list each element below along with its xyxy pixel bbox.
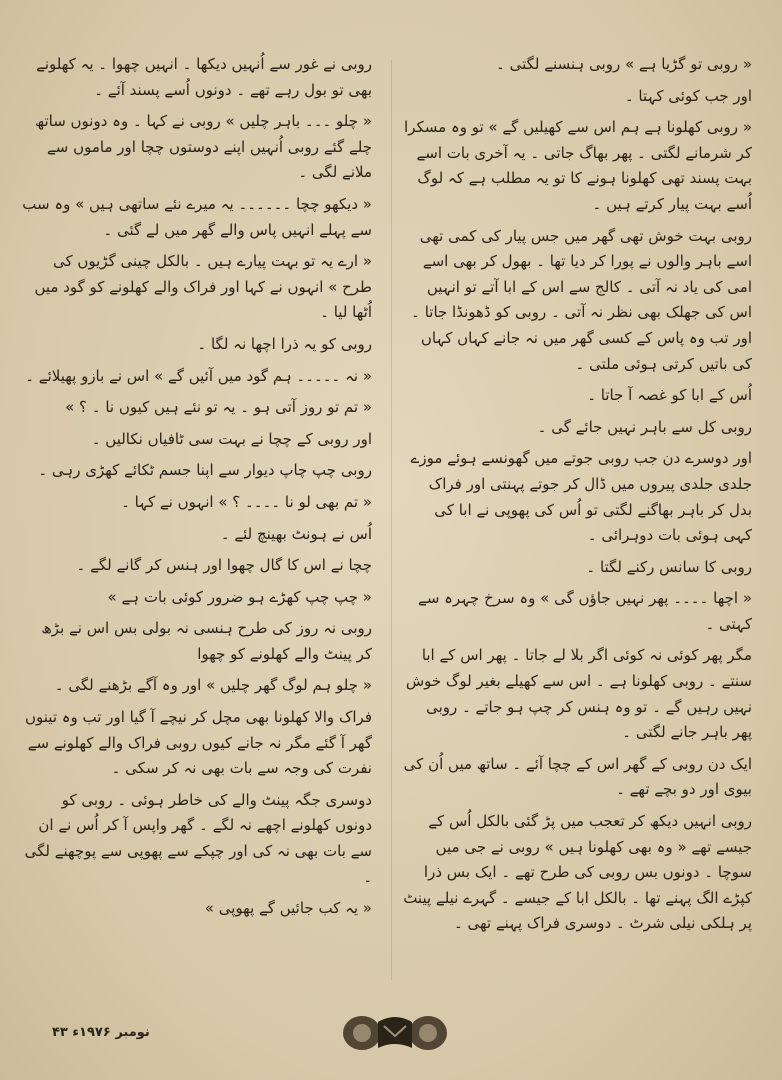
paragraph: روبی کل سے باہر نہیں جائے گی ۔ [537, 417, 752, 436]
paragraph: مگر پھر کوئی نہ کوئی اگر بلا لے جاتا ۔ پھر اس کے ابا سنتے ۔ روبی کھلونا ہے ۔ اس سے کھیلے بغیر لوگ خوش نہیں رہیں گے ۔ تو وہ ہنس کر چپ ہو جاتے ۔ روبی پھر باہر جانے لگتی ۔ [405, 646, 752, 742]
paragraph: « تم تو روز آتی ہو ۔ یہ تو نئے ہیں کیوں نا ۔ ؟ » [65, 398, 372, 417]
paragraph: اور جب کوئی کہتا ۔ [624, 86, 752, 105]
paragraph: « اچھا ۔۔۔۔ پھر نہیں جاؤں گی » وہ سرخ چہرہ سے کہتی ۔ [418, 589, 752, 633]
paragraph: « چپ چپ کھڑے ہو ضرور کوئی بات ہے » [107, 587, 372, 606]
paragraph: فراک والا کھلونا بھی مچل کر نیچے آ گیا اور تب وہ تینوں گھر آ گئے مگر نہ جانے کیوں روبی فراک والے کھلونے سے نفرت کی وجہ سے بات بھی نہ کر سکی ۔ [25, 708, 372, 778]
paragraph: « روبی کھلونا ہے ہم اس سے کھیلیں گے » تو وہ مسکرا کر شرمانے لگتی ۔ پھر بھاگ جاتی ۔ یہ آخری بات اسے بہت پسند تھی کھلونا ہونے کا تو یہ مطلب ہے کہ لوگ اُسے بہت پیار کرتے ہیں ۔ [404, 118, 752, 213]
paragraph: روبی کا سانس رکنے لگتا ۔ [586, 557, 752, 576]
paragraph: « نہ ۔۔۔۔۔ ہم گود میں آئیں گے » اس نے بازو پھیلائے ۔ [25, 366, 372, 385]
right-column [402, 52, 752, 992]
paragraph: چچا نے اس کا گال چھوا اور ہنس کر گانے لگے ۔ [76, 556, 372, 575]
paragraph: « چلو ۔۔۔ باہر چلیں » روبی نے کہا ۔ وہ دونوں ساتھ چلے گئے روبی اُنہیں اپنے دوستوں چچا اور ماموں سے ملانے لگی ۔ [34, 112, 372, 182]
paragraph: اور دوسرے دن جب روبی جوتے میں گھونسے ہوئے موزے جلدی جلدی پیروں میں ڈال کر جوتے پہنتی اور فراک بدل کر باہر بھاگنے لگتی تو اُس کی پھوپی نے ابا کی کہی ہوئی بات دوہرائی ۔ [410, 449, 752, 545]
paragraph: روبی انہیں دیکھ کر تعجب میں پڑ گئی بالکل اُس کے جیسے تھے « وہ بھی کھلونا ہیں » روبی نے جی میں سوچا ۔ دونوں بس روبی کی طرح تھے ۔ ایک بس ذرا کپڑے الگ پہنے تھا ۔ بالکل ابا کے جیسے ۔ گہرے نیلے پینٹ پر ہلکی نیلی شرٹ ۔ دوسری فراک پہنے تھی ۔ [403, 812, 752, 933]
column-divider [391, 60, 392, 980]
paragraph: « روبی تو گڑیا ہے » روبی ہنسنے لگتی ۔ [496, 55, 752, 73]
paragraph: اور روبی کے چچا نے بہت سی ٹافیاں نکالیں ۔ [91, 429, 372, 448]
paragraph: روبی بہت خوش تھی گھر میں جس پیار کی کمی تھی اسے باہر والوں نے پورا کر دیا تھا ۔ بھول کر بھی اسے امی کی یاد نہ آتی ۔ کالج سے اس کے ابا آتے تو انہیں اس کی جھلک بھی نظر نہ آتی ۔ روبی کو ڈھونڈا جاتا ۔ اور تب وہ پاس کے کسی گھر میں نہ جانے کہاں کہاں کی باتیں کرتی ہوئی ملتی ۔ [411, 226, 752, 373]
paragraph: روبی کو یہ ذرا اچھا نہ لگا ۔ [197, 334, 372, 353]
paragraph: ایک دن روبی کے گھر اس کے چچا آئے ۔ ساتھ میں اُن کی بیوی اور دو بچے تھے ۔ [403, 754, 752, 799]
paragraph: « یہ کب جائیں گے پھوپی » [204, 899, 372, 918]
paragraph: روبی نے غور سے اُنہیں دیکھا ۔ انہیں چھوا ۔ یہ کھلونے بھی تو بول رہے تھے ۔ دونوں اُسے پسند آئے ۔ [36, 55, 372, 99]
paragraph: دوسری جگہ پینٹ والے کی خاطر ہوئی ۔ روبی کو دونوں کھلونے اچھے نہ لگے ۔ گھر واپس آ کر اُس نے ان سے بات بھی نہ کی اور چپکے سے پھوپی سے پوچھنے لگی ۔ [24, 790, 372, 886]
page-number: نومبر ۱۹۷۶ء ۴۳ [52, 1025, 150, 1040]
paragraph: اُس کے ابا کو غصہ آ جاتا ۔ [587, 386, 752, 405]
paragraph: « دیکھو چچا ۔۔۔۔۔۔ یہ میرے نئے ساتھی ہیں » وہ سب سے پہلے انہیں پاس والے گھر میں لے گئی ۔ [22, 194, 372, 239]
left-column [22, 52, 372, 992]
ornament-icon [340, 1010, 450, 1056]
paragraph: روبی چپ چاپ دیوار سے اپنا جسم ٹکائے کھڑی رہی ۔ [38, 461, 372, 480]
paragraph: روبی نہ روز کی طرح ہنسی نہ بولی بس اس نے بڑھ کر پینٹ والے کھلونے کو چھوا [41, 619, 372, 663]
paragraph: « تم بھی لو نا ۔۔۔۔ ؟ » انہوں نے کہا ۔ [121, 492, 372, 511]
paragraph: اُس نے ہونٹ بھینچ لئے ۔ [220, 524, 372, 543]
paragraph: « ارے یہ تو بہت پیارے ہیں ۔ بالکل چینی گڑیوں کی طرح » انہوں نے کہا اور فراک والے کھلونے کو گود میں اُٹھا لیا ۔ [34, 252, 372, 322]
paragraph: « چلو ہم لوگ گھر چلیں » اور وہ آگے بڑھنے لگی ۔ [54, 676, 372, 695]
